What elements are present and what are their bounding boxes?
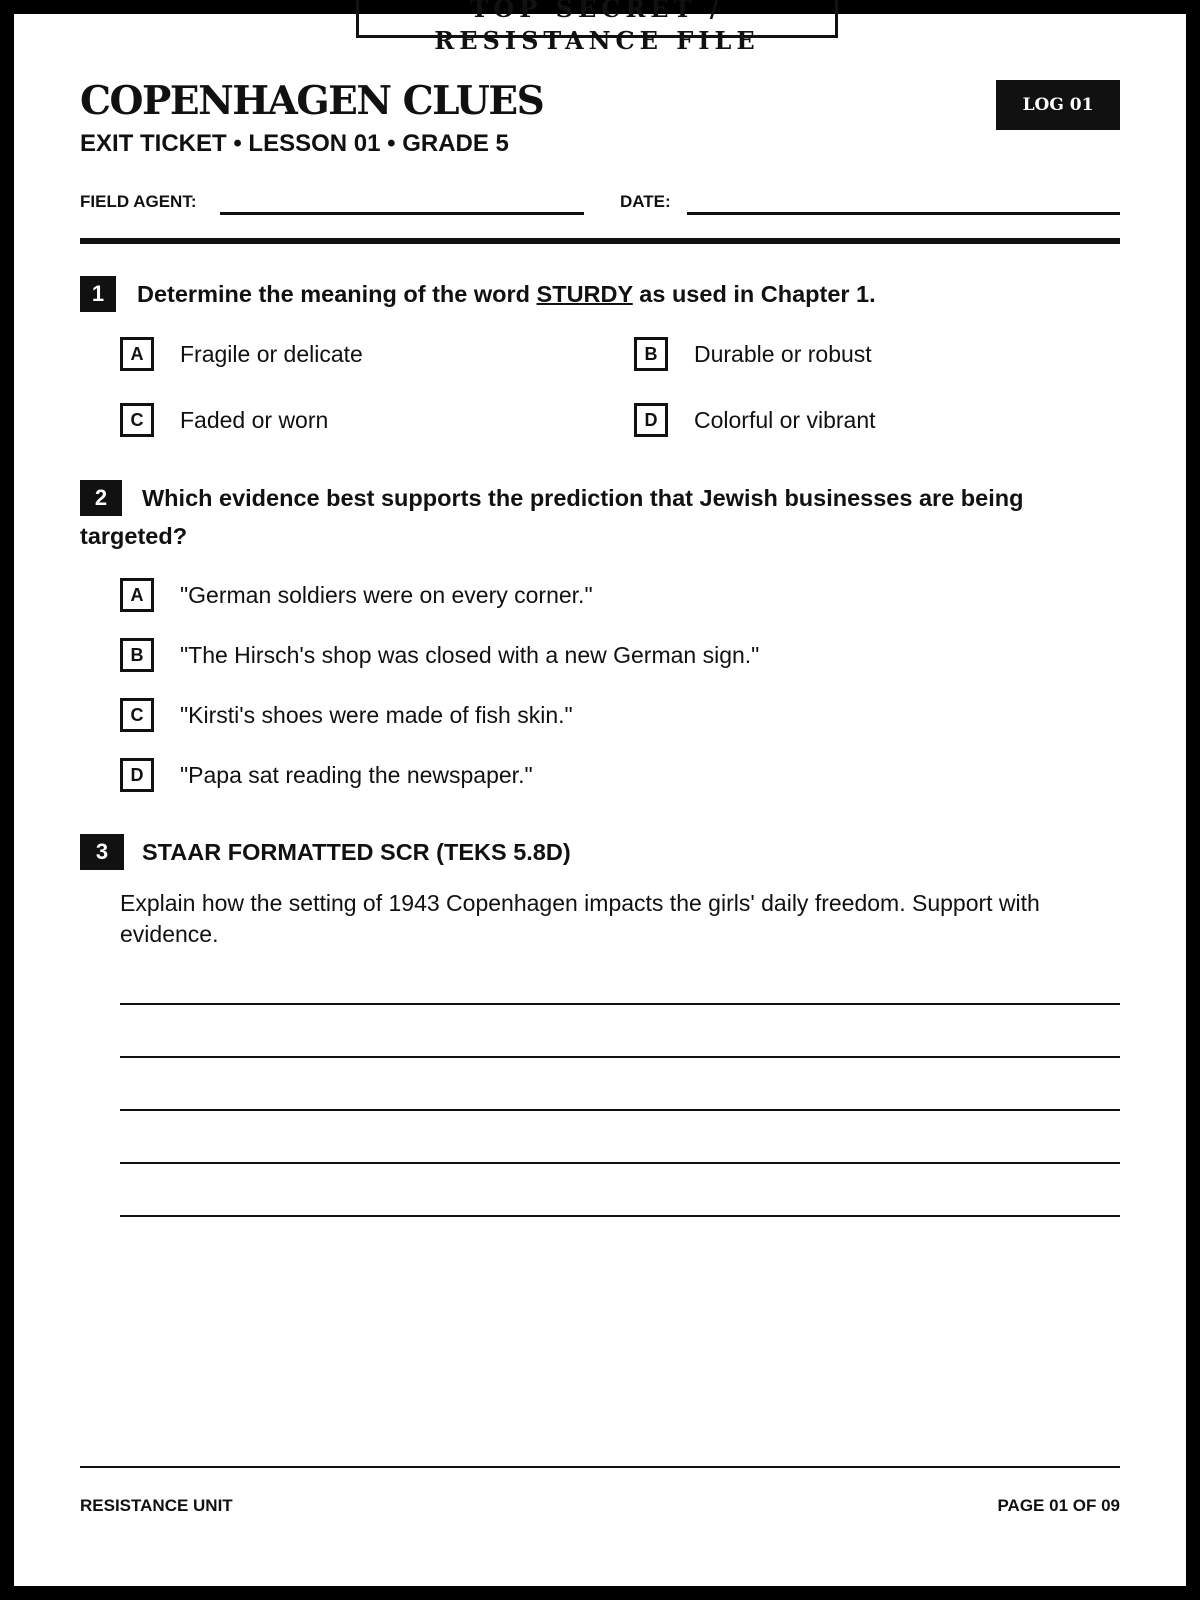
page-title: COPENHAGEN CLUES <box>80 78 544 124</box>
question-3-prompt: Explain how the setting of 1943 Copenhagen impacts the girls' daily freedom. Support with evidence. <box>120 890 1040 947</box>
answer-checkbox[interactable]: C <box>120 698 154 732</box>
date-input-line[interactable] <box>687 212 1120 215</box>
footer-divider <box>80 1466 1120 1468</box>
answer-checkbox[interactable]: B <box>120 638 154 672</box>
answer-writing-line[interactable] <box>120 1215 1120 1217</box>
answer-writing-line[interactable] <box>120 1162 1120 1164</box>
question-number-badge: 3 <box>80 834 124 870</box>
answer-option-text: Colorful or vibrant <box>694 407 876 433</box>
answer-option-text: Durable or robust <box>694 341 872 367</box>
answer-option-text: "The Hirsch's shop was closed with a new German sign." <box>180 642 760 668</box>
footer-unit-label: RESISTANCE UNIT <box>80 1496 233 1515</box>
answer-writing-line[interactable] <box>120 1003 1120 1005</box>
answer-checkbox[interactable]: C <box>120 403 154 437</box>
answer-checkbox[interactable]: A <box>120 337 154 371</box>
question-3-title: STAAR FORMATTED SCR (TEKS 5.8D) <box>142 839 571 865</box>
field-agent-input-line[interactable] <box>220 212 584 215</box>
question-2-text: Which evidence best supports the prediction that Jewish businesses are being targeted? <box>80 485 1024 549</box>
answer-option-text: Faded or worn <box>180 407 329 433</box>
answer-checkbox[interactable]: D <box>120 758 154 792</box>
answer-option-text: Fragile or delicate <box>180 341 363 367</box>
date-label: DATE: <box>620 192 671 211</box>
answer-checkbox[interactable]: A <box>120 578 154 612</box>
header-divider <box>80 238 1120 244</box>
worksheet-page <box>14 0 1186 1586</box>
question-number-badge: 1 <box>80 276 116 312</box>
question-number-badge: 2 <box>80 480 122 516</box>
keyword-sturdy: STURDY <box>536 281 633 307</box>
question-1-text: Determine the meaning of the word STURDY as used in Chapter 1. <box>137 281 876 307</box>
answer-option-text: "Kirsti's shoes were made of fish skin." <box>180 702 573 728</box>
answer-checkbox[interactable]: B <box>634 337 668 371</box>
answer-writing-line[interactable] <box>120 1056 1120 1058</box>
answer-checkbox[interactable]: D <box>634 403 668 437</box>
footer-page-number: PAGE 01 OF 09 <box>997 1496 1120 1515</box>
field-agent-label: FIELD AGENT: <box>80 192 197 211</box>
classification-stamp: TOP SECRET / RESISTANCE FILE <box>356 0 838 38</box>
answer-option-text: "Papa sat reading the newspaper." <box>180 762 533 788</box>
answer-writing-line[interactable] <box>120 1109 1120 1111</box>
page-subtitle: EXIT TICKET • LESSON 01 • GRADE 5 <box>80 130 509 157</box>
answer-option-text: "German soldiers were on every corner." <box>180 582 593 608</box>
log-badge: LOG 01 <box>996 80 1120 130</box>
